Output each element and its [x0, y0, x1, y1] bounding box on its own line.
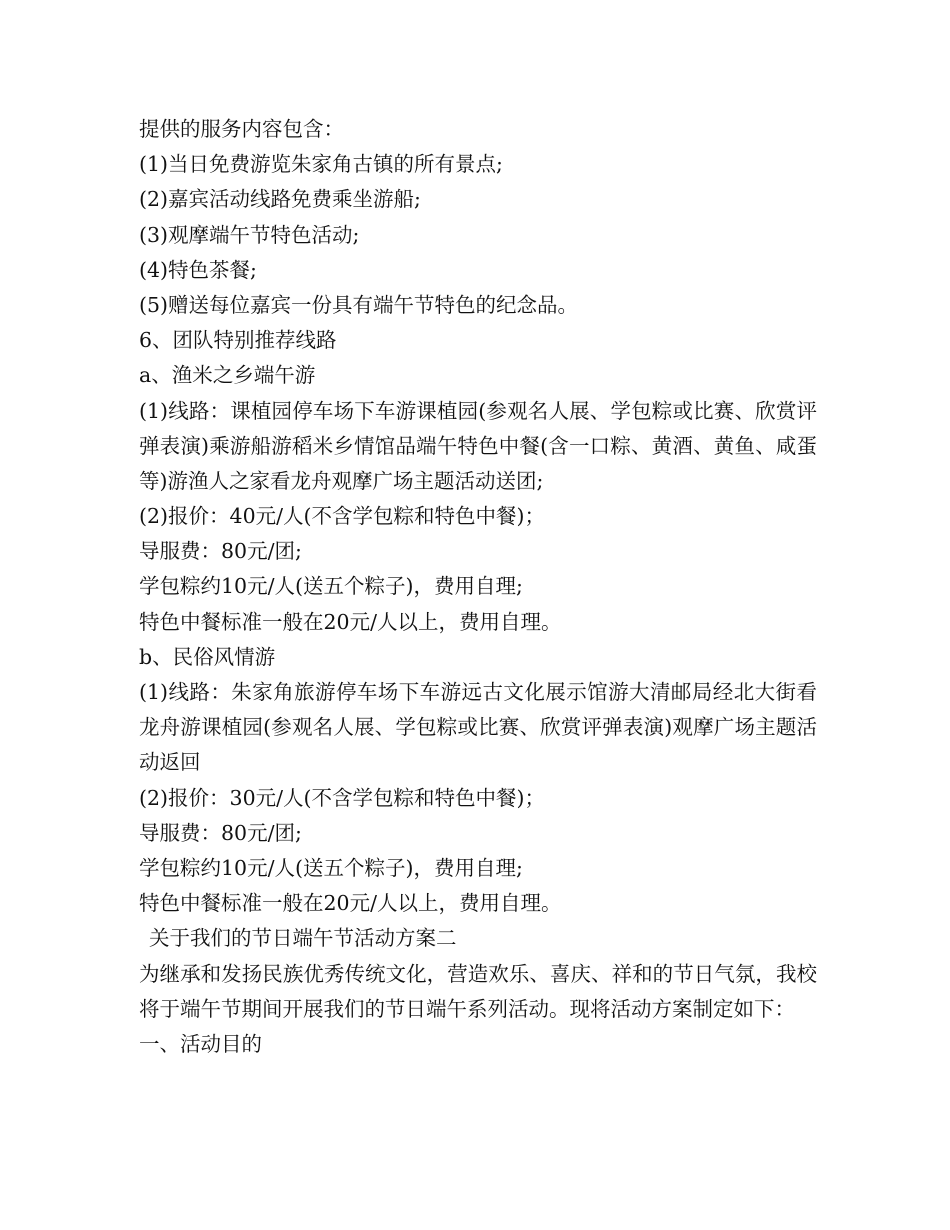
service-item-4: (4)特色茶餐;	[139, 257, 257, 282]
section-6-heading: 6、团队特别推荐线路	[139, 328, 337, 353]
route-b-price: (2)报价：30元/人(不含学包粽和特色中餐)；	[139, 785, 546, 810]
route-b-lunch-fee: 特色中餐标准一般在20元/人以上，费用自理。	[139, 891, 562, 916]
route-a-price: (2)报价：40元/人(不含学包粽和特色中餐)；	[139, 504, 546, 529]
route-a-itinerary: (1)线路：课植园停车场下车游课植园(参观名人展、学包粽或比赛、欣赏评弹表演)乘游船游稻米乡情馆品端午特色中餐(含一口粽、黄酒、黄鱼、咸蛋等)游渔人之家看龙舟观摩广场主题活动送团;	[139, 398, 817, 493]
service-item-1: (1)当日免费游览朱家角古镇的所有景点;	[139, 152, 503, 177]
route-a-guide-fee: 导服费：80元/团;	[139, 539, 302, 564]
plan-two-heading-purpose: 一、活动目的	[139, 1032, 262, 1056]
document-page	[139, 112, 817, 1062]
route-b-itinerary: (1)线路：朱家角旅游停车场下车游远古文化展示馆游大清邮局经北大街看龙舟游课植园(参观名人展、学包粽或比赛、欣赏评弹表演)观摩广场主题活动返回	[139, 680, 817, 775]
route-a-lunch-fee: 特色中餐标准一般在20元/人以上，费用自理。	[139, 609, 562, 634]
route-b-heading: b、民俗风情游	[139, 644, 276, 669]
service-item-5: (5)赠送每位嘉宾一份具有端午节特色的纪念品。	[139, 292, 579, 317]
service-item-3: (3)观摩端午节特色活动;	[139, 222, 360, 247]
service-item-2: (2)嘉宾活动线路免费乘坐游船;	[139, 187, 421, 212]
route-a-heading: a、渔米之乡端午游	[139, 363, 316, 388]
route-b-guide-fee: 导服费：80元/团;	[139, 820, 302, 845]
route-b-zongzi-fee: 学包粽约10元/人(送五个粽子)，费用自理;	[139, 856, 523, 881]
route-a-zongzi-fee: 学包粽约10元/人(送五个粽子)，费用自理;	[139, 574, 523, 599]
plan-two-intro: 为继承和发扬民族优秀传统文化，营造欢乐、喜庆、祥和的节日气氛，我校将于端午节期间开展我们的节日端午系列活动。现将活动方案制定如下：	[139, 961, 817, 1021]
services-intro: 提供的服务内容包含：	[139, 117, 344, 141]
plan-two-title: 关于我们的节日端午节活动方案二	[149, 926, 457, 951]
